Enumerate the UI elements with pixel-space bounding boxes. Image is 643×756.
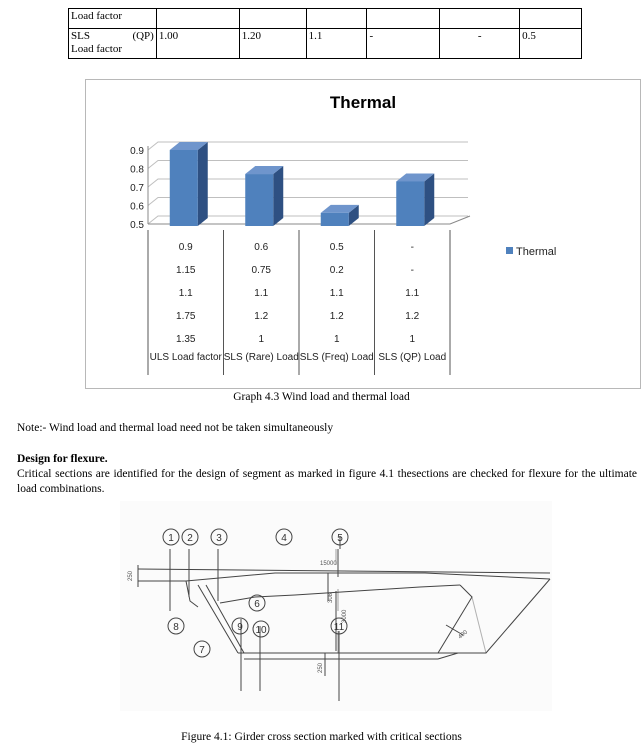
table-cell: 1.00 (156, 29, 239, 59)
marker-9: 9 (237, 622, 243, 633)
row-label: SLS (QP) Load factor (69, 29, 157, 59)
dim-depth: 3000 (342, 609, 348, 623)
y-tick-label: 0.7 (130, 183, 144, 194)
marker-4: 4 (281, 533, 287, 544)
table-cell-label: 0.6 (254, 242, 269, 253)
bar (321, 213, 349, 226)
thermal-chart (85, 79, 641, 389)
marker-2: 2 (187, 533, 193, 544)
table-cell-label: - (410, 242, 414, 253)
table-cell: 1.1 (306, 29, 367, 59)
dim-flange: 308 (328, 592, 334, 603)
table-cell-label: 1.1 (178, 288, 193, 299)
girder-cross-section-drawing (120, 501, 552, 711)
table-cell: - (367, 29, 440, 59)
load-factor-table (68, 8, 582, 59)
section-heading: Design for flexure. (17, 453, 108, 465)
dim-bottom: 250 (318, 662, 324, 673)
table-cell-label: 1.1 (254, 288, 269, 299)
marker-1: 1 (168, 533, 174, 544)
dim-top: 250 (128, 570, 134, 581)
table-cell-label: 0.2 (329, 265, 344, 276)
table-cell-label: 1.75 (176, 311, 196, 322)
table-cell: 1.20 (239, 29, 306, 59)
marker-3: 3 (216, 533, 222, 544)
table-cell: 0.5 (520, 29, 582, 59)
category-label: ULS Load factor (149, 352, 222, 363)
note-text: Note:- Wind load and thermal load need not be taken simultaneously (17, 422, 334, 434)
marker-6: 6 (254, 599, 260, 610)
y-tick-label: 0.9 (130, 146, 144, 157)
category-label: SLS (Rare) Load (223, 352, 299, 363)
table-cell-label: 1.2 (405, 311, 420, 322)
section-paragraph: Critical sections are identified for the design of segment as marked in figure 4.1 thesections are checked for flexure for the ultimate load combinations. (17, 468, 637, 495)
table-cell-label: - (410, 265, 414, 276)
bar-side (424, 173, 434, 226)
girder-figure (120, 501, 552, 711)
table-cell-label: 0.75 (251, 265, 271, 276)
category-label: SLS (QP) Load (378, 352, 447, 363)
chart-plot (86, 80, 640, 388)
table-cell-label: 0.9 (178, 242, 193, 253)
table-cell-label: 1.2 (254, 311, 269, 322)
table-row (69, 29, 582, 59)
table-cell-label: 0.5 (329, 242, 344, 253)
marker-11: 11 (333, 622, 345, 633)
table-cell-label: 1 (258, 334, 265, 345)
table-cell: - (440, 29, 520, 59)
bar-side (273, 166, 283, 226)
bar-side (198, 142, 208, 226)
table-cell-label: 1 (333, 334, 340, 345)
table-cell-label: 1.2 (329, 311, 344, 322)
category-label: SLS (Freq) Load (299, 352, 374, 363)
y-tick-label: 0.5 (130, 220, 144, 231)
legend-label: Thermal (516, 246, 557, 258)
y-tick-label: 0.8 (130, 164, 144, 176)
bar (245, 174, 273, 226)
table-row (69, 9, 582, 29)
table-cell-label: 1.1 (405, 288, 420, 299)
y-tick-label: 0.6 (130, 201, 144, 213)
figure-caption: Figure 4.1: Girder cross section marked with critical sections (181, 731, 462, 743)
row-label: Load factor (69, 9, 157, 29)
chart-title: Thermal (329, 93, 397, 112)
dim-web: 400 (457, 629, 469, 641)
marker-5: 5 (337, 533, 343, 544)
bar (396, 181, 424, 226)
table-cell-label: 1.35 (176, 334, 196, 345)
table-cell-label: 1.1 (329, 288, 344, 299)
dim-width: 15000 (320, 561, 337, 567)
marker-10: 10 (255, 625, 267, 636)
graph-caption: Graph 4.3 Wind load and thermal load (233, 391, 410, 403)
legend-swatch (506, 247, 513, 254)
marker-7: 7 (199, 645, 205, 656)
table-cell-label: 1 (409, 334, 416, 345)
marker-8: 8 (173, 622, 179, 633)
table-cell-label: 1.15 (176, 265, 196, 276)
bar (170, 150, 198, 226)
